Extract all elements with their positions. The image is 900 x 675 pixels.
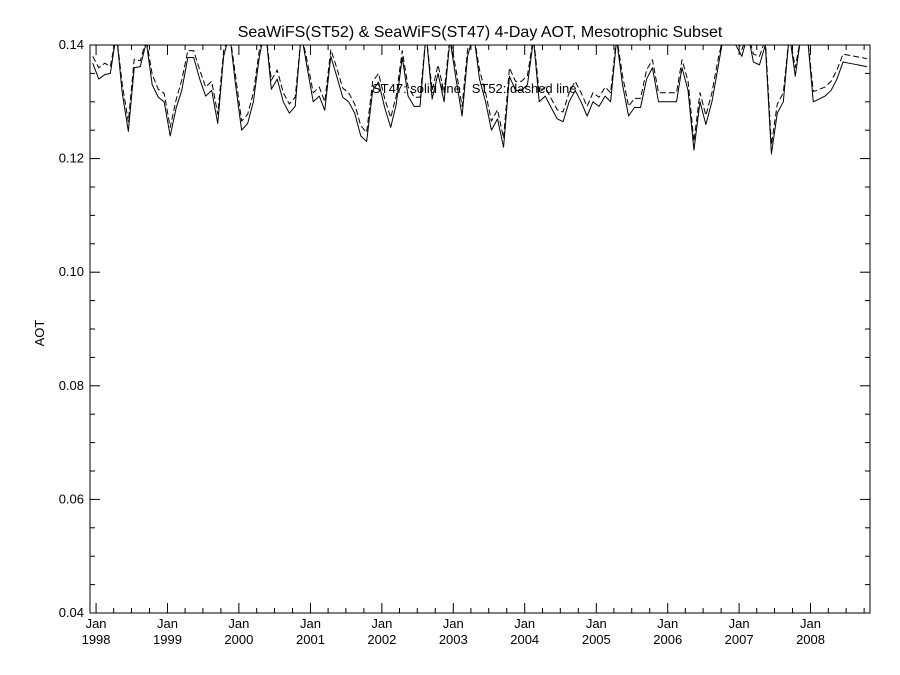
x-tick-year-label: 2003 [438, 632, 468, 647]
x-tick-month-label: Jan [85, 616, 107, 631]
x-tick-year-label: 2001 [296, 632, 325, 647]
x-tick-month-label: Jan [585, 616, 607, 631]
y-axis-label: AOT [32, 319, 47, 347]
x-tick-year-label: 2002 [367, 632, 397, 647]
legend-annotation: ST47: solid line ST52: dashed line [372, 81, 577, 96]
x-tick-year-label: 1999 [153, 632, 182, 647]
y-tick-label: 0.14 [58, 37, 84, 52]
x-tick-year-label: 2007 [724, 632, 754, 647]
x-tick-month-label: Jan [299, 616, 321, 631]
x-tick-month-label: Jan [156, 616, 178, 631]
x-tick-month-label: Jan [657, 616, 679, 631]
x-tick-year-label: 2006 [653, 632, 683, 647]
y-tick-label: 0.04 [58, 605, 84, 620]
plot-frame [90, 45, 870, 613]
y-tick-label: 0.12 [58, 150, 84, 166]
x-tick-year-label: 2008 [796, 632, 825, 647]
y-tick-label: 0.06 [58, 491, 84, 507]
x-tick-year-label: 2004 [510, 632, 540, 647]
y-tick-label: 0.10 [58, 264, 84, 280]
x-tick-month-label: Jan [800, 616, 822, 631]
x-tick-month-label: Jan [228, 616, 250, 631]
x-tick-month-label: Jan [442, 616, 464, 631]
x-tick-year-label: 2005 [581, 632, 611, 647]
y-tick-label: 0.08 [58, 377, 84, 393]
chart-title: SeaWiFS(ST52) & SeaWiFS(ST47) 4-Day AOT, Mesotrophic Subset [237, 24, 723, 41]
x-tick-month-label: Jan [514, 616, 536, 631]
y-axis [59, 37, 870, 620]
x-tick-month-label: Jan [371, 616, 393, 631]
plot-area [59, 28, 870, 647]
x-tick-month-label: Jan [728, 616, 750, 631]
x-tick-year-label: 1998 [81, 632, 111, 647]
x-tick-year-label: 2000 [224, 632, 254, 647]
x-axis [82, 45, 865, 647]
